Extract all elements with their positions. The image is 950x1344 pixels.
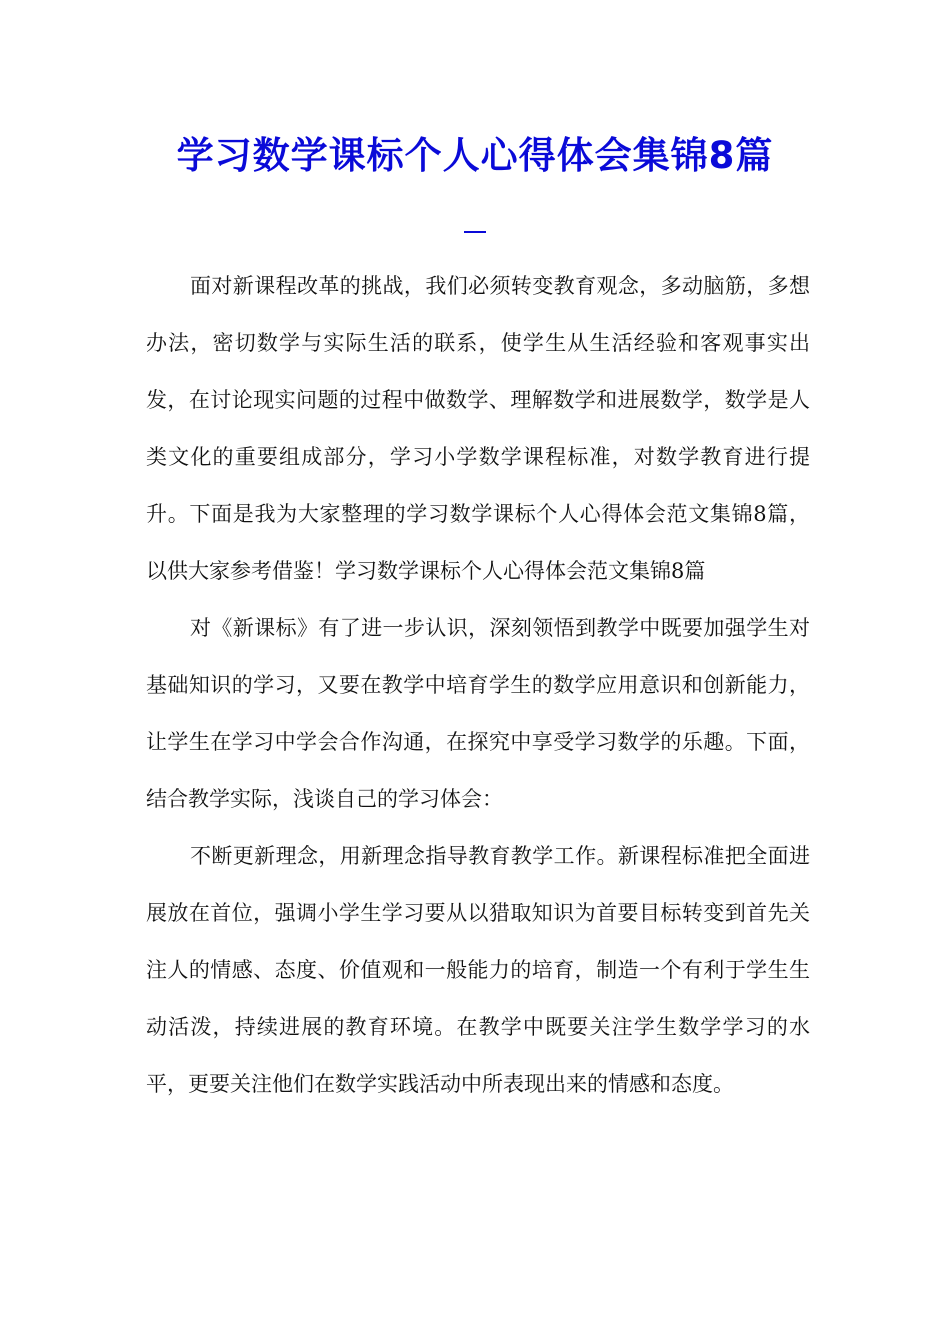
document-body — [146, 258, 810, 1113]
paragraph-1: 面对新课程改革的挑战，我们必须转变教育观念，多动脑筋，多想办法，密切数学与实际生活的联系，使学生从生活经验和客观事实出发，在讨论现实问题的过程中做数学、理解数学和进展数学，数学是人类文化的重要组成部分，学习小学数学课程标准，对数学教育进行提升。下面是我为大家整理的学习数学课标个人心得体会范文集锦8篇，以供大家参考借鉴！学习数学课标个人心得体会范文集锦8篇 — [146, 274, 810, 583]
paragraph-2: 对《新课标》有了进一步认识，深刻领悟到教学中既要加强学生对基础知识的学习，又要在教学中培育学生的数学应用意识和创新能力，让学生在学习中学会合作沟通，在探究中享受学习数学的乐趣。下面，结合教学实际，浅谈自己的学习体会： — [146, 616, 810, 811]
title-underline — [464, 231, 486, 233]
document-title: 学习数学课标个人心得体会集锦8篇 — [176, 134, 774, 177]
paragraph-3: 不断更新理念，用新理念指导教育教学工作。新课程标准把全面进展放在首位，强调小学生学习要从以猎取知识为首要目标转变到首先关注人的情感、态度、价值观和一般能力的培育，制造一个有利于学生生动活泼，持续进展的教育环境。在教学中既要关注学生数学学习的水平，更要关注他们在数学实践活动中所表现出来的情感和态度。 — [146, 844, 810, 1096]
